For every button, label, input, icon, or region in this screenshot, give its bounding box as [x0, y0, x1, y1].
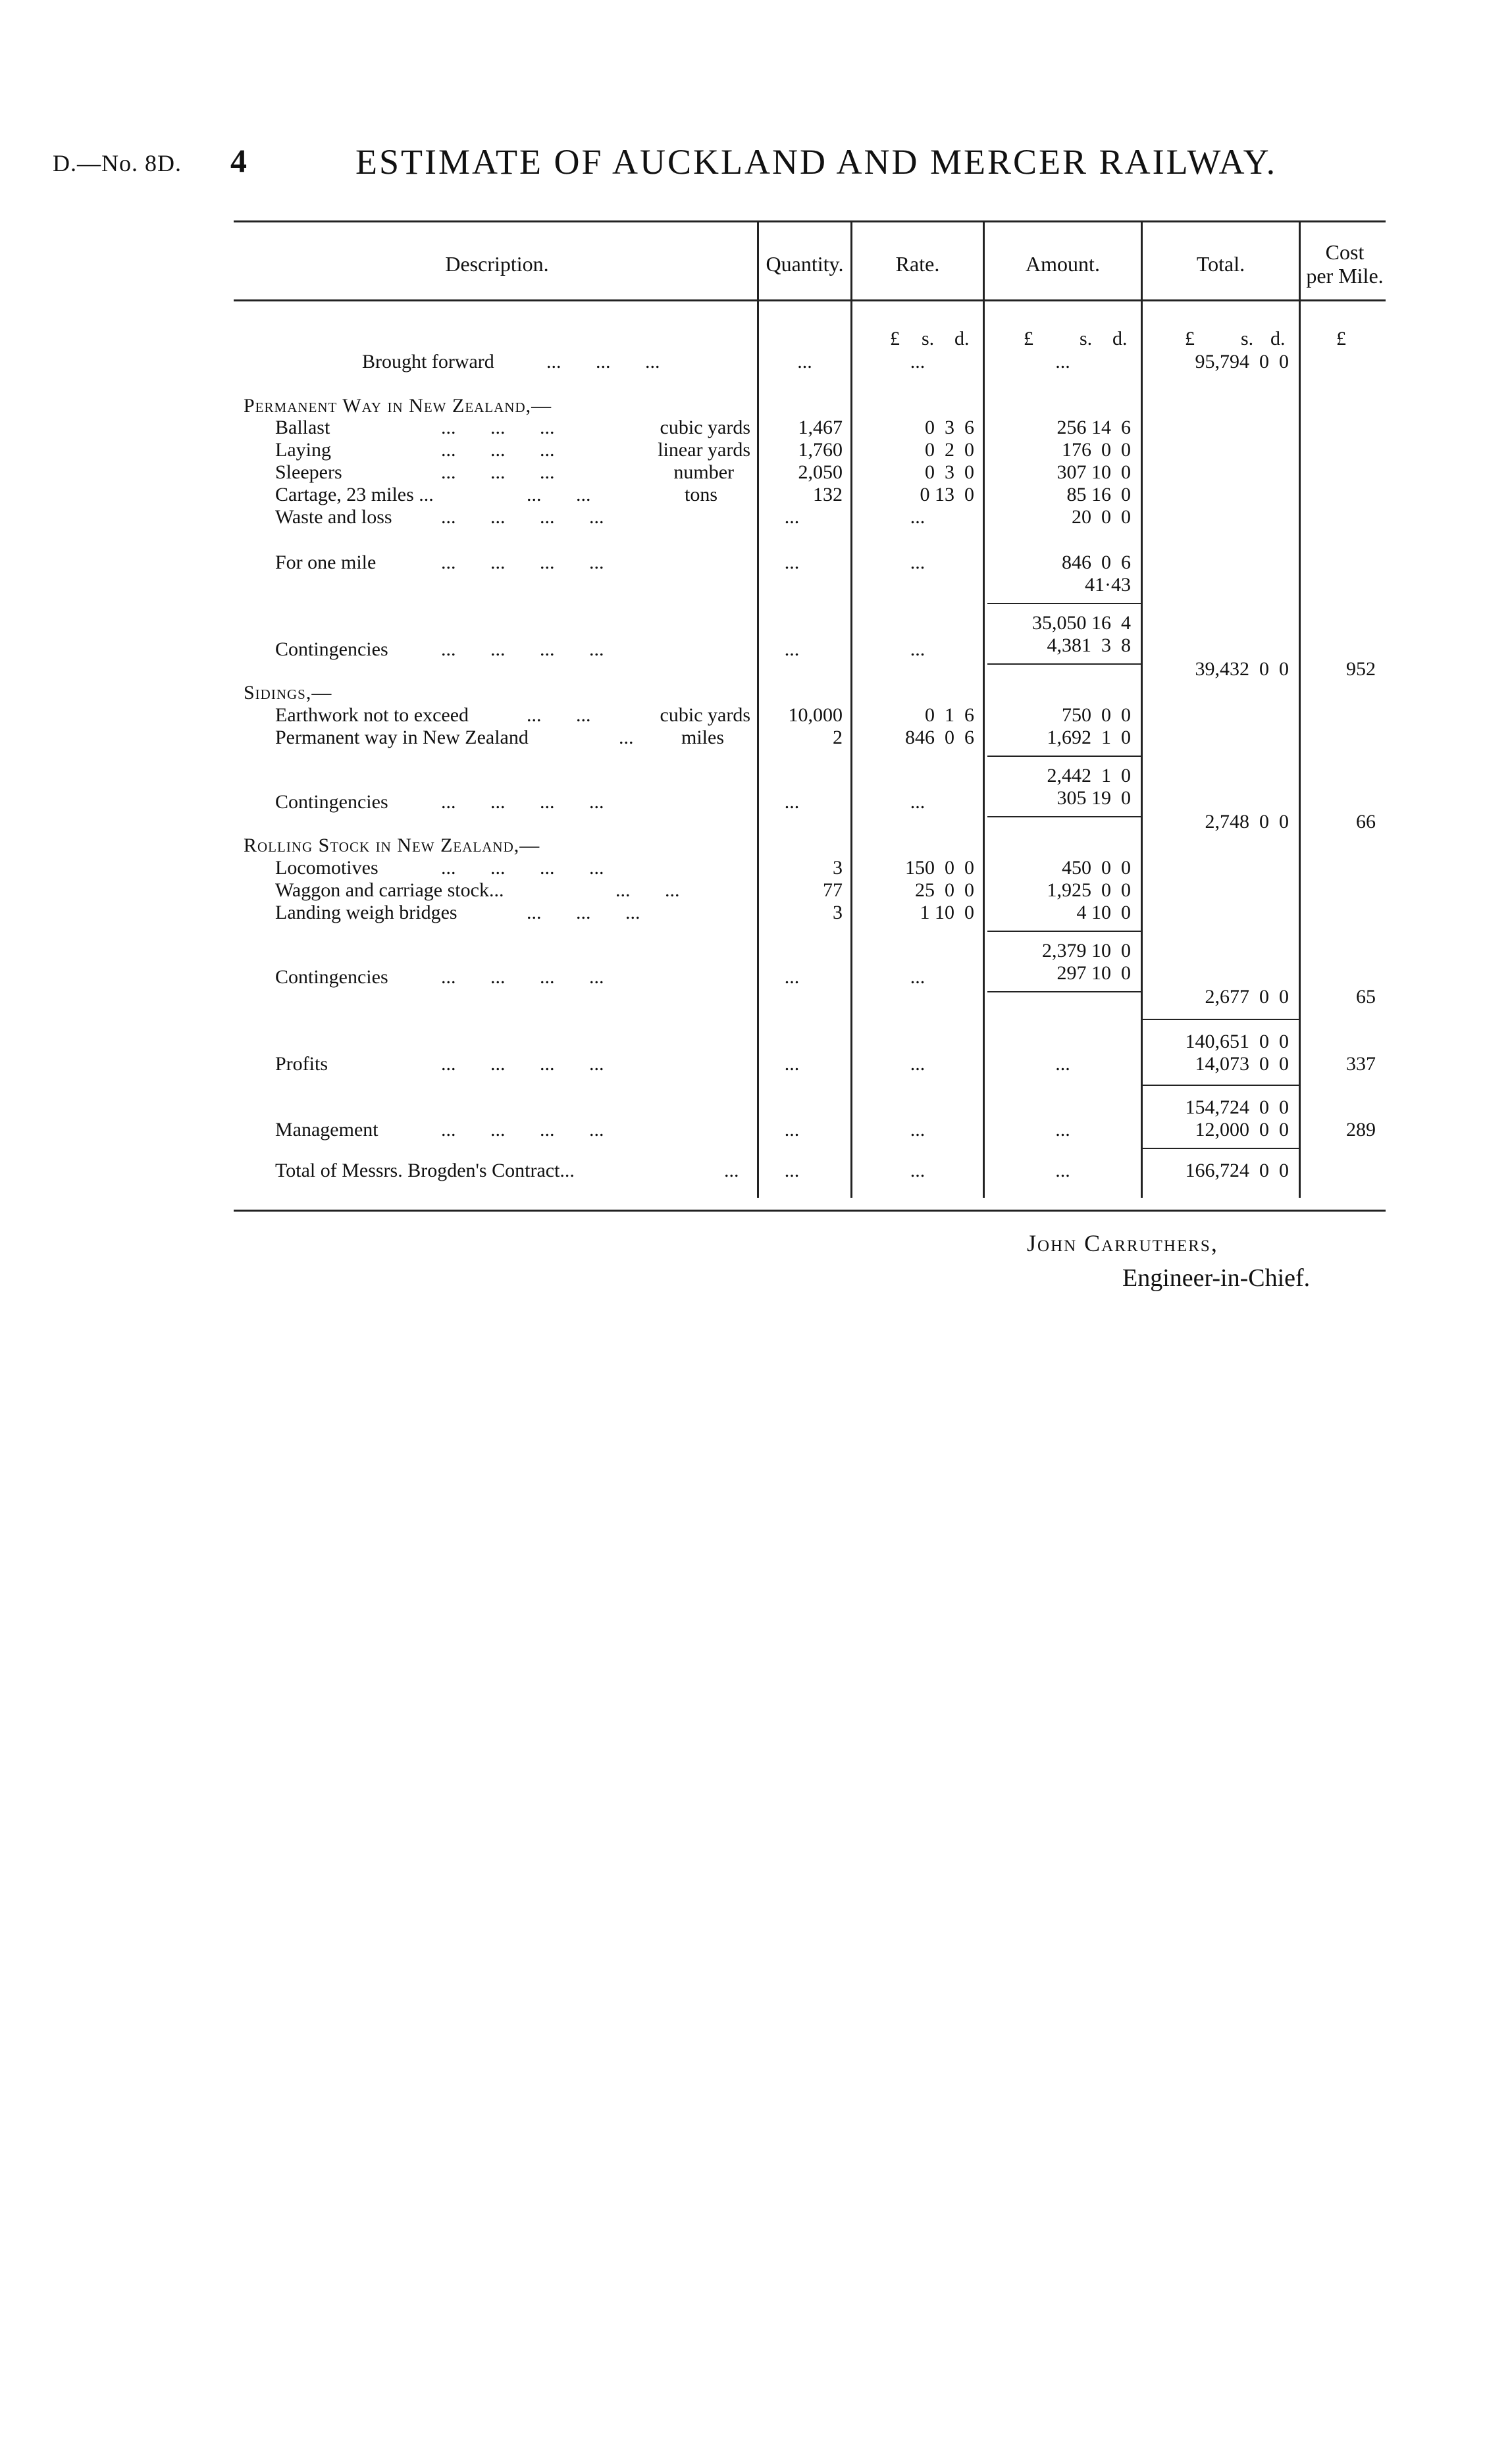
row-rate: 150 0 0: [905, 857, 974, 879]
row-desc: Sleepers: [275, 461, 342, 483]
contingencies-label: Contingencies: [275, 966, 388, 988]
table-bottom-rule: [234, 1210, 1386, 1212]
total-unit-pounds: £: [1185, 328, 1195, 349]
leader-dots: ...: [619, 727, 634, 748]
row-rate: 0 1 6: [925, 704, 974, 726]
contract-total-total: 166,724 0 0: [1185, 1160, 1289, 1181]
row-amount: 20 0 0: [1072, 506, 1131, 528]
row-desc: Permanent way in New Zealand: [275, 727, 529, 748]
profits-rate: ...: [910, 1053, 925, 1075]
signature-title: Engineer-in-Chief.: [1122, 1264, 1311, 1292]
column-divider: [1299, 220, 1301, 1198]
row-rate: 0 3 6: [925, 417, 974, 438]
contract-total-quantity: ...: [784, 1160, 800, 1181]
rate-unit-pence: d.: [954, 328, 970, 349]
leader-dots: ... ... ...: [546, 351, 660, 372]
row-rate: 25 0 0: [915, 879, 974, 901]
brought-forward-total: 95,794 0 0: [1195, 351, 1289, 372]
row-desc: Waggon and carriage stock...: [275, 879, 504, 901]
row-quantity: 77: [823, 879, 843, 901]
for-one-mile-rate: ...: [910, 552, 925, 573]
table-top-rule: [234, 220, 1386, 222]
management-total: 12,000 0 0: [1195, 1119, 1289, 1141]
row-unit: number: [673, 461, 734, 483]
leader-dots: ... ... ...: [441, 417, 555, 438]
sum-rule: [1143, 1085, 1299, 1086]
row-unit: tons: [684, 484, 717, 505]
signature-name: John Carruthers,: [1027, 1230, 1218, 1256]
sum-rule: [1143, 1019, 1299, 1020]
row-amount: 307 10 0: [1056, 461, 1131, 483]
sum-rule: [987, 991, 1141, 992]
miles-multiplier: 41·43: [1085, 574, 1131, 596]
amount-unit-pence: d.: [1112, 328, 1128, 349]
row-unit: cubic yards: [660, 704, 750, 726]
row-amount: 450 0 0: [1062, 857, 1131, 879]
column-divider: [1141, 220, 1143, 1198]
table-header-rule: [234, 299, 1386, 301]
contract-total-rate: ...: [910, 1160, 925, 1181]
header-description: Description.: [445, 252, 549, 276]
section-total: 2,748 0 0: [1205, 811, 1289, 833]
brought-forward-amount: ...: [1055, 351, 1070, 372]
rate-unit-pounds: £: [890, 328, 900, 349]
row-desc: Landing weigh bridges: [275, 902, 457, 923]
row-quantity: 3: [833, 857, 843, 879]
profits-amount: ...: [1055, 1053, 1070, 1075]
section-cost-per-mile: 66: [1356, 811, 1376, 833]
profits-quantity: ...: [784, 1053, 800, 1075]
row-quantity: 1,467: [798, 417, 843, 438]
page-title: ESTIMATE OF AUCKLAND AND MERCER RAILWAY.: [355, 142, 1278, 182]
document-reference: D.—No. 8D.: [53, 150, 182, 176]
row-unit: miles: [681, 727, 724, 748]
row-amount: 176 0 0: [1062, 439, 1131, 461]
for-one-mile-quantity: ...: [784, 552, 800, 573]
section-subtotal: 35,050 16 4: [1032, 612, 1131, 634]
row-amount: 85 16 0: [1066, 484, 1131, 505]
header-total: Total.: [1196, 252, 1245, 276]
contract-total-label: Total of Messrs. Brogden's Contract...: [275, 1160, 575, 1181]
cost-unit-pounds: £: [1336, 328, 1346, 349]
amount-unit-pounds: £: [1024, 328, 1033, 349]
row-unit: cubic yards: [660, 417, 750, 438]
sum-rule: [987, 603, 1141, 604]
row-amount: 1,925 0 0: [1047, 879, 1131, 901]
row-quantity: 2: [833, 727, 843, 748]
brought-forward-quantity: ...: [797, 351, 812, 372]
sum-rule: [987, 816, 1141, 817]
section-total: 2,677 0 0: [1205, 986, 1289, 1008]
leader-dots: ... ... ... ...: [441, 857, 604, 879]
total-unit-pence: d.: [1270, 328, 1286, 349]
for-one-mile-amount: 846 0 6: [1062, 552, 1131, 573]
management-quantity: ...: [784, 1119, 800, 1141]
row-quantity: ...: [784, 506, 800, 528]
leader-dots: ... ...: [527, 704, 591, 726]
leader-dots: ... ... ... ...: [441, 1053, 604, 1075]
header-cost-line2: per Mile.: [1306, 264, 1384, 288]
row-desc: Locomotives: [275, 857, 378, 879]
section-cost-per-mile: 65: [1356, 986, 1376, 1008]
row-desc: Ballast: [275, 417, 330, 438]
row-unit: linear yards: [658, 439, 750, 461]
contingencies-rate: ...: [910, 966, 925, 988]
row-amount: 750 0 0: [1062, 704, 1131, 726]
row-rate: 1 10 0: [920, 902, 974, 923]
leader-dots: ... ... ... ...: [441, 966, 604, 988]
leader-dots: ... ... ... ...: [441, 506, 604, 528]
row-quantity: 132: [813, 484, 843, 505]
contract-total-amount: ...: [1055, 1160, 1070, 1181]
leader-dots: ... ...: [527, 484, 591, 505]
leader-dots: ... ... ...: [527, 902, 640, 923]
management-cost-per-mile: 289: [1346, 1119, 1376, 1141]
brought-forward-rate: ...: [910, 351, 925, 372]
row-desc: Laying: [275, 439, 331, 461]
leader-dots: ... ... ... ...: [441, 638, 604, 660]
row-amount: 1,692 1 0: [1047, 727, 1131, 748]
leader-dots: ... ... ... ...: [441, 1119, 604, 1141]
row-rate: 0 13 0: [920, 484, 974, 505]
leader-dots: ... ... ...: [441, 461, 555, 483]
row-rate: ...: [910, 506, 925, 528]
section-total: 39,432 0 0: [1195, 658, 1289, 680]
sum-rule: [987, 663, 1141, 665]
header-rate: Rate.: [895, 252, 940, 276]
contingencies-quantity: ...: [784, 966, 800, 988]
leader-dots: ... ... ... ...: [441, 552, 604, 573]
profits-label: Profits: [275, 1053, 328, 1075]
management-rate: ...: [910, 1119, 925, 1141]
row-desc: Waste and loss: [275, 506, 392, 528]
row-quantity: 2,050: [798, 461, 843, 483]
row-desc: Earthwork not to exceed: [275, 704, 469, 726]
page-number: 4: [230, 142, 247, 179]
leader-dots: ... ...: [615, 879, 680, 901]
profits-total: 14,073 0 0: [1195, 1053, 1289, 1075]
grand-subtotal: 154,724 0 0: [1185, 1096, 1289, 1118]
management-amount: ...: [1055, 1119, 1070, 1141]
contingencies-quantity: ...: [784, 791, 800, 813]
brought-forward-label: Brought forward: [362, 351, 494, 372]
section-subtotal: 2,379 10 0: [1042, 940, 1131, 962]
header-cost-line1: Cost: [1325, 240, 1365, 264]
leader-dots: ... ... ... ...: [441, 791, 604, 813]
contingencies-amount: 297 10 0: [1056, 962, 1131, 984]
row-rate: 0 3 0: [925, 461, 974, 483]
sum-rule: [987, 931, 1141, 932]
section-heading-permanent-way: Permanent Way in New Zealand,—: [244, 395, 552, 417]
section-heading-sidings: Sidings,—: [244, 682, 332, 704]
for-one-mile-label: For one mile: [275, 552, 377, 573]
leader-dots: ...: [724, 1160, 739, 1181]
rate-unit-shillings: s.: [922, 328, 935, 349]
management-label: Management: [275, 1119, 378, 1141]
contingencies-rate: ...: [910, 791, 925, 813]
contingencies-amount: 305 19 0: [1056, 787, 1131, 809]
header-quantity: Quantity.: [766, 252, 844, 276]
profits-cost-per-mile: 337: [1346, 1053, 1376, 1075]
contingencies-label: Contingencies: [275, 791, 388, 813]
section-cost-per-mile: 952: [1346, 658, 1376, 680]
grand-subtotal: 140,651 0 0: [1185, 1031, 1289, 1052]
row-rate: 846 0 6: [905, 727, 974, 748]
section-heading-rolling-stock: Rolling Stock in New Zealand,—: [244, 834, 540, 856]
amount-unit-shillings: s.: [1080, 328, 1093, 349]
row-quantity: 3: [833, 902, 843, 923]
sum-rule: [987, 756, 1141, 757]
total-unit-shillings: s.: [1241, 328, 1254, 349]
section-subtotal: 2,442 1 0: [1047, 765, 1131, 786]
sum-rule: [1143, 1148, 1299, 1149]
contingencies-label: Contingencies: [275, 638, 388, 660]
row-quantity: 1,760: [798, 439, 843, 461]
row-rate: 0 2 0: [925, 439, 974, 461]
leader-dots: ... ... ...: [441, 439, 555, 461]
page-header: [53, 141, 1461, 188]
contingencies-rate: ...: [910, 638, 925, 660]
contingencies-amount: 4,381 3 8: [1047, 634, 1131, 656]
row-quantity: 10,000: [788, 704, 843, 726]
header-amount: Amount.: [1026, 252, 1100, 276]
row-desc: Cartage, 23 miles ...: [275, 484, 434, 505]
contingencies-quantity: ...: [784, 638, 800, 660]
row-amount: 4 10 0: [1076, 902, 1131, 923]
row-amount: 256 14 6: [1056, 417, 1131, 438]
